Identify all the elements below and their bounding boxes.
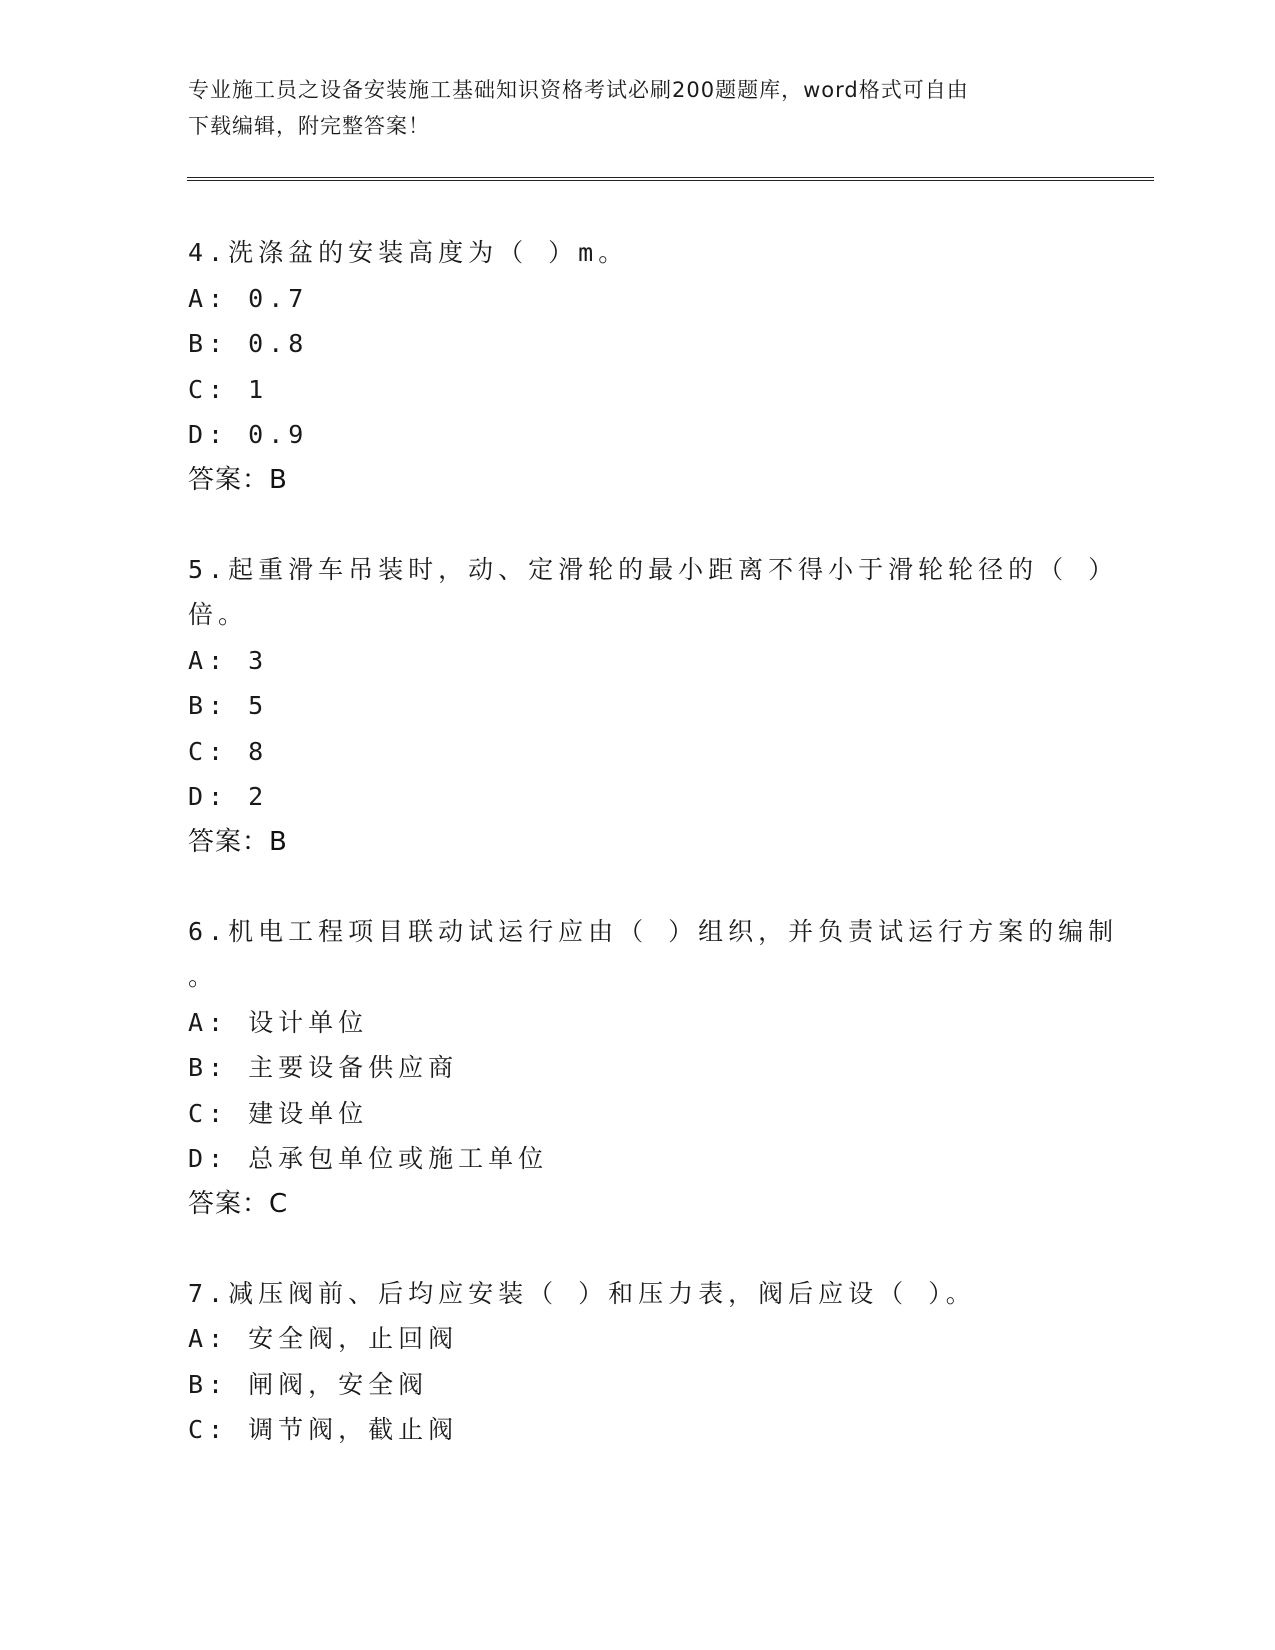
option-d: D: 2 — [188, 782, 269, 811]
option-a: A: 3 — [188, 645, 269, 675]
question-stem: 7.减压阀前、后均应安装（ ）和压力表，阀后应设（ ）。 — [188, 1278, 976, 1308]
answer: 答案：C — [188, 1188, 289, 1219]
option-a: A: 设计单位 — [188, 1007, 369, 1037]
option-b: B: 5 — [188, 691, 269, 720]
question-stem-continued: 。 — [188, 962, 219, 991]
option-c: C: 8 — [188, 736, 269, 766]
question-list — [188, 230, 1119, 1497]
question-6 — [188, 909, 1119, 1227]
question-5 — [188, 547, 1119, 865]
question-stem: 6.机电工程项目联动试运行应由（ ）组织，并负责试运行方案的编制 — [188, 916, 1119, 946]
option-b: B: 主要设备供应商 — [188, 1053, 459, 1082]
question-7 — [188, 1271, 1088, 1453]
header-title-line-2: 下载编辑，附完整答案！ — [188, 114, 430, 138]
option-c: C: 1 — [188, 374, 269, 404]
option-c: C: 建设单位 — [188, 1098, 369, 1128]
header-title-line-1: 专业施工员之设备安装施工基础知识资格考试必刷200题题库，word格式可自由 — [188, 78, 969, 102]
option-a: A: 安全阀，止回阀 — [188, 1324, 459, 1353]
question-stem: 5.起重滑车吊装时，动、定滑轮的最小距离不得小于滑轮轮径的（ ） — [188, 554, 1119, 584]
answer: 答案：B — [188, 826, 288, 857]
question-stem: 4.洗涤盆的安装高度为（ ）m。 — [188, 238, 629, 267]
option-c: C: 调节阀，截止阀 — [188, 1415, 459, 1444]
header-divider — [187, 177, 1154, 181]
document-header — [188, 72, 1088, 144]
option-b: B: 0.8 — [188, 329, 309, 358]
option-a: A: 0.7 — [188, 283, 309, 313]
option-b: B: 闸阀，安全阀 — [188, 1369, 429, 1399]
option-d: D: 总承包单位或施工单位 — [188, 1144, 549, 1173]
question-stem-continued: 倍。 — [188, 600, 249, 629]
question-4 — [188, 230, 1088, 503]
answer: 答案：B — [188, 464, 288, 495]
option-d: D: 0.9 — [188, 420, 309, 449]
